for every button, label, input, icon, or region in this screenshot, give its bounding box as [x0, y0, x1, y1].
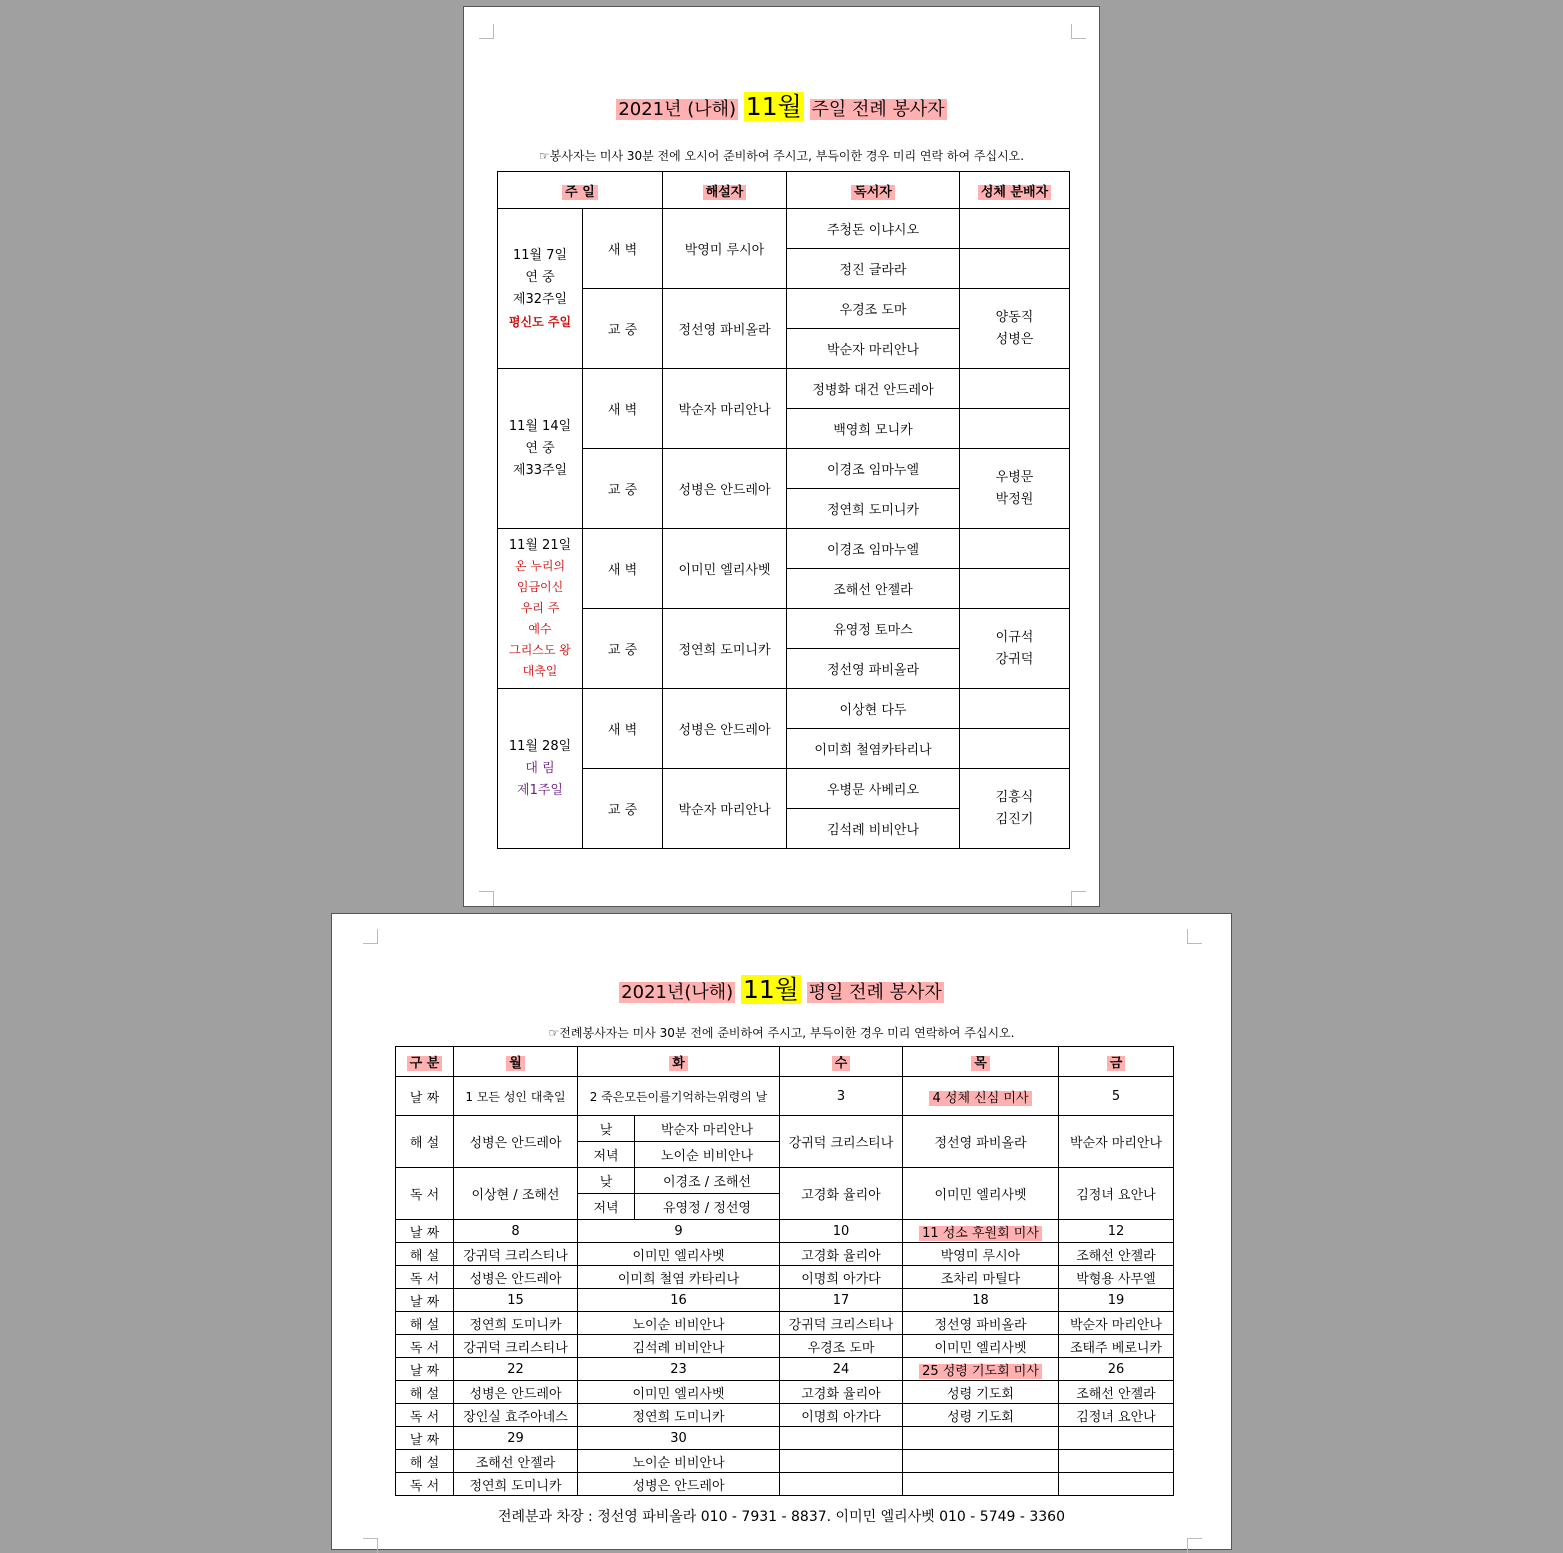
row-label: 날 짜 [396, 1077, 454, 1116]
row-label: 독 서 [396, 1266, 454, 1289]
sunday-title [464, 87, 1099, 123]
title-prefix: 2021년 (나해) [618, 99, 737, 120]
date-cell: 2 죽은모든이를기억하는위령의 날 [578, 1077, 780, 1116]
comment-cell: 정선영 파비올라 [903, 1312, 1059, 1335]
sunday-special: 온 누리의 [514, 559, 566, 573]
weekday-table [395, 1046, 1174, 1496]
date-cell: 29 [454, 1427, 578, 1450]
mass-label: 새 벽 [583, 369, 663, 449]
comment-cell: 노이순 비비안나 [578, 1450, 780, 1473]
reader: 이경조 임마누엘 [787, 529, 960, 569]
date-cell: 23 [578, 1358, 780, 1381]
comment-row [396, 1243, 1174, 1266]
weekday-notice: ☞전례봉사자는 미사 30분 전에 준비하여 주시고, 부득이한 경우 미리 연락하여 주십시오. [548, 1026, 1015, 1040]
row-label: 독 서 [396, 1168, 454, 1220]
reader: 우병문 사베리오 [787, 769, 960, 809]
mass-label: 새 벽 [583, 689, 663, 769]
reading-cell: 성령 기도회 [903, 1404, 1059, 1427]
sunday-row [498, 529, 1070, 569]
row-label: 독 서 [396, 1473, 454, 1496]
sunday-special: 그리스도 왕 [509, 643, 571, 657]
comment-cell: 조해선 안젤라 [454, 1450, 578, 1473]
mass-label: 새 벽 [583, 529, 663, 609]
sunday-number: 제32주일 [512, 291, 568, 307]
reading-cell: 정연희 도미니카 [454, 1473, 578, 1496]
reader: 우경조 도마 [787, 289, 960, 329]
date-cell [1059, 1427, 1174, 1450]
comment-cell: 이미민 엘리사벳 [578, 1381, 780, 1404]
comment-row [396, 1116, 1174, 1142]
comment-cell: 성령 기도회 [903, 1381, 1059, 1404]
sunday-season: 연 중 [525, 269, 555, 285]
sunday-row [498, 289, 1070, 329]
reading-cell: 조태주 베로니카 [1059, 1335, 1174, 1358]
reading-cell: 성병은 안드레아 [454, 1266, 578, 1289]
date-cell: 12 [1059, 1220, 1174, 1243]
weekday-schedule-page [331, 913, 1232, 1550]
header-reader-label: 독서자 [851, 185, 895, 200]
commentator: 박영미 루시아 [663, 209, 787, 289]
comment-cell: 조해선 안젤라 [1059, 1381, 1174, 1404]
sunday-row [498, 689, 1070, 729]
sub-label: 낮 [578, 1116, 635, 1142]
row-label: 해 설 [396, 1450, 454, 1473]
distributors [960, 769, 1070, 849]
sunday-date: 11월 28일 [508, 738, 572, 754]
title-suffix: 평일 전례 봉사자 [808, 982, 942, 1003]
date-row [396, 1358, 1174, 1381]
reading-cell: 조차리 마틸다 [903, 1266, 1059, 1289]
header-thu [903, 1047, 1059, 1077]
sub-label: 저녁 [578, 1194, 635, 1220]
reading-cell: 이명희 아가다 [780, 1266, 903, 1289]
reader: 백영희 모니카 [787, 409, 960, 449]
reader: 정연희 도미니카 [787, 489, 960, 529]
date-row [396, 1289, 1174, 1312]
corner-mark [1187, 1538, 1202, 1553]
sub-label: 저녁 [578, 1142, 635, 1168]
reader: 박순자 마리안나 [787, 329, 960, 369]
row-label: 날 짜 [396, 1220, 454, 1243]
header-commentator-label: 해설자 [703, 185, 747, 200]
row-label: 날 짜 [396, 1358, 454, 1381]
comment-cell: 고경화 율리아 [780, 1381, 903, 1404]
sunday-special: 제1주일 [517, 782, 563, 798]
comment-cell [903, 1450, 1059, 1473]
reading-cell [903, 1473, 1059, 1496]
corner-mark [363, 1538, 378, 1553]
sunday-header-row [498, 172, 1070, 209]
distributors [960, 289, 1070, 369]
comment-cell [1059, 1450, 1174, 1473]
date-cell: 8 [454, 1220, 578, 1243]
date-cell-highlight: 11 성소 후원회 미사 [919, 1226, 1042, 1241]
header-commentator [663, 172, 787, 209]
sunday-date-cell [498, 369, 583, 529]
sunday-date-cell [498, 689, 583, 849]
reading-cell: 이경조 / 조해선 [635, 1168, 780, 1194]
distributor: 성병은 [995, 331, 1034, 347]
sunday-number: 제33주일 [512, 462, 568, 478]
commentator: 정연희 도미니카 [663, 609, 787, 689]
weekday-header-row [396, 1047, 1174, 1077]
date-cell-highlight: 25 성령 기도회 미사 [919, 1364, 1042, 1379]
title-month: 11월 [745, 92, 802, 121]
sunday-date: 11월 7일 [512, 247, 568, 263]
comment-cell: 정선영 파비올라 [903, 1116, 1059, 1168]
date-cell: 17 [780, 1289, 903, 1312]
comment-cell: 박순자 마리안나 [635, 1116, 780, 1142]
comment-cell: 고경화 율리아 [780, 1243, 903, 1266]
date-row [396, 1077, 1174, 1116]
row-label: 해 설 [396, 1312, 454, 1335]
sunday-date: 11월 21일 [508, 538, 572, 553]
reader: 김석례 비비안나 [787, 809, 960, 849]
reading-cell: 박형용 사무엘 [1059, 1266, 1174, 1289]
date-cell: 3 [780, 1077, 903, 1116]
reading-cell: 고경화 율리아 [780, 1168, 903, 1220]
comment-cell: 박영미 루시아 [903, 1243, 1059, 1266]
date-cell: 16 [578, 1289, 780, 1312]
header-reader [787, 172, 960, 209]
date-cell: 5 [1059, 1077, 1174, 1116]
date-cell [903, 1358, 1059, 1381]
date-row [396, 1427, 1174, 1450]
reading-cell: 장인실 효주아네스 [454, 1404, 578, 1427]
distributor-empty [960, 249, 1070, 289]
sunday-row [498, 369, 1070, 409]
reading-row [396, 1335, 1174, 1358]
reading-cell [780, 1473, 903, 1496]
sunday-special: 대 림 [525, 760, 555, 776]
reading-cell: 성병은 안드레아 [578, 1473, 780, 1496]
comment-cell: 정연희 도미니카 [454, 1312, 578, 1335]
header-label: 화 [669, 1056, 688, 1071]
date-cell: 1 모든 성인 대축일 [454, 1077, 578, 1116]
contact-info: 전례분과 차장 : 정선영 파비올라 010 - 7931 - 8837. 이미민 엘리사벳 010 - 5749 - 3360 [497, 1509, 1065, 1525]
reading-cell: 우경조 도마 [780, 1335, 903, 1358]
distributor: 김흥식 [995, 789, 1034, 805]
distributors [960, 609, 1070, 689]
sunday-special: 평신도 주일 [508, 314, 572, 329]
corner-mark [479, 24, 494, 39]
reading-row [396, 1168, 1174, 1194]
date-cell: 15 [454, 1289, 578, 1312]
sunday-row [498, 769, 1070, 809]
sunday-special: 우리 주 [520, 601, 560, 615]
reading-cell: 김정녀 요안나 [1059, 1168, 1174, 1220]
distributors [960, 449, 1070, 529]
reading-cell: 정연희 도미니카 [578, 1404, 780, 1427]
corner-mark [1071, 891, 1086, 906]
comment-row [396, 1381, 1174, 1404]
row-label: 해 설 [396, 1381, 454, 1404]
sunday-schedule-page [463, 6, 1100, 907]
header-distributor-label: 성체 분배자 [978, 185, 1051, 200]
distributor-empty [960, 729, 1070, 769]
sunday-special: 예수 [528, 622, 552, 636]
distributor: 박정원 [995, 491, 1034, 507]
comment-cell: 박순자 마리안나 [1059, 1116, 1174, 1168]
mass-label: 교 중 [583, 609, 663, 689]
corner-mark [363, 929, 378, 944]
row-label: 날 짜 [396, 1427, 454, 1450]
reader: 조해선 안젤라 [787, 569, 960, 609]
comment-cell: 강귀덕 크리스티나 [780, 1312, 903, 1335]
reading-cell: 김석례 비비안나 [578, 1335, 780, 1358]
sunday-date: 11월 14일 [508, 418, 572, 434]
row-label: 해 설 [396, 1116, 454, 1168]
mass-label: 교 중 [583, 289, 663, 369]
sunday-table [497, 171, 1070, 849]
header-distributor [960, 172, 1070, 209]
reading-row [396, 1404, 1174, 1427]
mass-label: 교 중 [583, 449, 663, 529]
sub-label: 낮 [578, 1168, 635, 1194]
reading-cell: 이명희 아가다 [780, 1404, 903, 1427]
reading-cell: 유영정 / 정선영 [635, 1194, 780, 1220]
sunday-special: 임금이신 [516, 580, 564, 594]
weekday-title [332, 970, 1231, 1006]
comment-cell [780, 1450, 903, 1473]
sunday-row [498, 609, 1070, 649]
date-cell: 24 [780, 1358, 903, 1381]
commentator: 성병은 안드레아 [663, 689, 787, 769]
reading-cell: 이미민 엘리사벳 [903, 1168, 1059, 1220]
distributor-empty [960, 409, 1070, 449]
distributor: 강귀덕 [995, 651, 1034, 667]
sunday-row [498, 209, 1070, 249]
date-cell [903, 1427, 1059, 1450]
title-suffix: 주일 전례 봉사자 [811, 99, 945, 120]
sunday-row [498, 449, 1070, 489]
date-cell: 19 [1059, 1289, 1174, 1312]
date-cell: 10 [780, 1220, 903, 1243]
mass-label: 교 중 [583, 769, 663, 849]
reading-cell: 강귀덕 크리스티나 [454, 1335, 578, 1358]
comment-cell: 박순자 마리안나 [1059, 1312, 1174, 1335]
date-cell: 30 [578, 1427, 780, 1450]
distributor: 양동직 [995, 309, 1034, 325]
header-mon [454, 1047, 578, 1077]
corner-mark [479, 891, 494, 906]
header-tue [578, 1047, 780, 1077]
comment-cell: 노이순 비비안나 [578, 1312, 780, 1335]
mass-label: 새 벽 [583, 209, 663, 289]
header-label: 목 [971, 1056, 990, 1071]
sunday-special: 대축일 [522, 664, 558, 678]
reader: 주청돈 이냐시오 [787, 209, 960, 249]
reading-cell: 이상현 / 조해선 [454, 1168, 578, 1220]
commentator: 박순자 마리안나 [663, 369, 787, 449]
distributor: 김진기 [995, 811, 1034, 827]
date-cell [903, 1077, 1059, 1116]
comment-cell: 조해선 안젤라 [1059, 1243, 1174, 1266]
date-cell [903, 1220, 1059, 1243]
row-label: 날 짜 [396, 1289, 454, 1312]
row-label: 해 설 [396, 1243, 454, 1266]
commentator: 성병은 안드레아 [663, 449, 787, 529]
comment-cell: 성병은 안드레아 [454, 1381, 578, 1404]
comment-cell: 이미민 엘리사벳 [578, 1243, 780, 1266]
comment-cell: 강귀덕 크리스티나 [780, 1116, 903, 1168]
reading-row [396, 1266, 1174, 1289]
date-row [396, 1220, 1174, 1243]
header-wed [780, 1047, 903, 1077]
row-label: 독 서 [396, 1404, 454, 1427]
comment-cell: 노이순 비비안나 [635, 1142, 780, 1168]
sunday-season: 연 중 [525, 440, 555, 456]
date-cell [780, 1427, 903, 1450]
reader: 유영정 토마스 [787, 609, 960, 649]
date-cell-highlight: 4 성체 신심 미사 [929, 1091, 1031, 1106]
reader: 이미희 철염카타리나 [787, 729, 960, 769]
distributor: 우병문 [995, 469, 1034, 485]
reading-cell [1059, 1473, 1174, 1496]
date-cell: 22 [454, 1358, 578, 1381]
comment-row [396, 1312, 1174, 1335]
header-label: 구 분 [407, 1056, 443, 1071]
reader: 정병화 대건 안드레아 [787, 369, 960, 409]
distributor-empty [960, 529, 1070, 569]
reader: 정진 글라라 [787, 249, 960, 289]
comment-cell: 성병은 안드레아 [454, 1116, 578, 1168]
distributor-empty [960, 569, 1070, 609]
comment-cell: 강귀덕 크리스티나 [454, 1243, 578, 1266]
reading-cell: 김정녀 요안나 [1059, 1404, 1174, 1427]
distributor: 이규석 [995, 629, 1034, 645]
distributor-empty [960, 209, 1070, 249]
header-week-label: 주 일 [562, 185, 598, 200]
reading-row [396, 1473, 1174, 1496]
header-label: 수 [832, 1056, 851, 1071]
corner-mark [1187, 929, 1202, 944]
title-month: 11월 [742, 975, 799, 1004]
header-category [396, 1047, 454, 1077]
header-fri [1059, 1047, 1174, 1077]
reading-cell: 이미희 철염 카타리나 [578, 1266, 780, 1289]
row-label: 독 서 [396, 1335, 454, 1358]
reader: 이상현 다두 [787, 689, 960, 729]
sunday-notice: ☞봉사자는 미사 30분 전에 오시어 준비하여 주시고, 부득이한 경우 미리 연락 하여 주십시오. [538, 149, 1025, 163]
date-cell: 26 [1059, 1358, 1174, 1381]
corner-mark [1071, 24, 1086, 39]
reader: 이경조 임마누엘 [787, 449, 960, 489]
title-prefix: 2021년(나해) [621, 982, 734, 1003]
header-label: 금 [1107, 1056, 1126, 1071]
date-cell: 9 [578, 1220, 780, 1243]
commentator: 이미민 엘리사벳 [663, 529, 787, 609]
reading-cell: 이미민 엘리사벳 [903, 1335, 1059, 1358]
sunday-date-cell [498, 209, 583, 369]
commentator: 정선영 파비올라 [663, 289, 787, 369]
sunday-date-cell [498, 529, 583, 689]
distributor-empty [960, 369, 1070, 409]
header-week [498, 172, 663, 209]
distributor-empty [960, 689, 1070, 729]
date-cell: 18 [903, 1289, 1059, 1312]
header-label: 월 [506, 1056, 525, 1071]
commentator: 박순자 마리안나 [663, 769, 787, 849]
reader: 정선영 파비올라 [787, 649, 960, 689]
comment-row [396, 1450, 1174, 1473]
